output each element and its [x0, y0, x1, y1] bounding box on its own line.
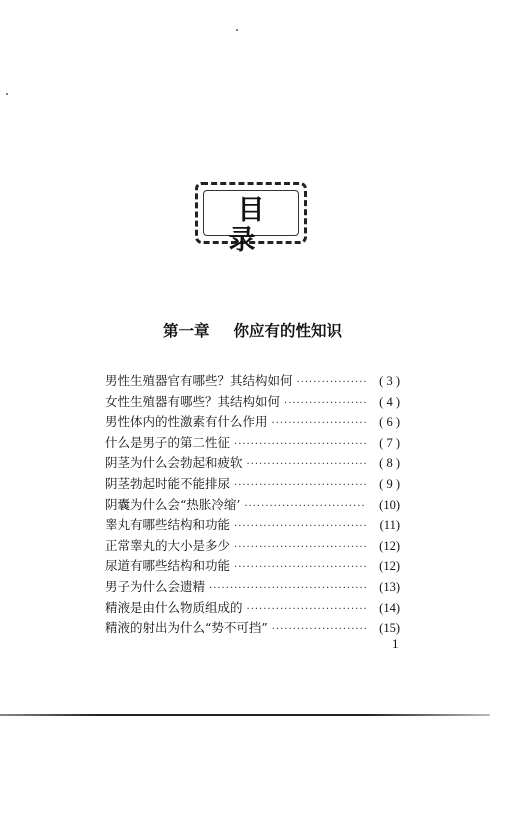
toc-entry-title: 阴茎为什么会勃起和疲软 — [105, 455, 243, 471]
toc-entry-title: 阴囊为什么会“热胀冷缩’ — [105, 496, 241, 512]
chapter-title: 你应有的性知识 — [233, 322, 343, 340]
toc-entry[interactable] — [105, 453, 400, 474]
toc-entry-page: ( 7 ) — [379, 435, 400, 450]
page-heading: 目录 — [228, 195, 283, 256]
scan-speck — [6, 93, 8, 95]
toc-entry-title: 什么是男子的第二性征 — [105, 434, 231, 450]
toc-entry[interactable] — [105, 433, 400, 454]
table-of-contents — [105, 371, 400, 639]
toc-leader-dots — [247, 455, 366, 476]
toc-entry-page: ( 6 ) — [379, 415, 400, 430]
toc-leader-dots — [209, 579, 366, 600]
toc-entry-title: 阴茎勃起时能不能排尿 — [105, 475, 231, 491]
page-number: 1 — [392, 636, 399, 651]
toc-leader-dots — [234, 476, 366, 497]
toc-leader-dots — [272, 620, 366, 641]
toc-entry[interactable] — [105, 392, 400, 413]
chapter-heading — [0, 319, 505, 341]
toc-leader-dots — [297, 373, 366, 394]
toc-leader-dots — [244, 497, 366, 518]
toc-entry-title: 精液是由什么物质组成的 — [105, 599, 243, 615]
toc-entry[interactable] — [105, 556, 400, 577]
toc-entry-title: 睾丸有哪些结构和功能 — [105, 517, 231, 533]
toc-entry-page: (12) — [379, 538, 400, 553]
toc-entry[interactable] — [105, 618, 400, 639]
toc-leader-dots — [234, 558, 366, 579]
toc-entry-title: 男性生殖器官有哪些？其结构如何 — [105, 373, 293, 388]
heading-frame — [195, 182, 307, 256]
toc-entry-page: (13) — [379, 579, 400, 594]
toc-entry[interactable] — [105, 577, 400, 598]
toc-entry[interactable] — [105, 474, 400, 495]
chapter-number: 第一章 — [162, 322, 210, 340]
toc-entry-page: (11) — [379, 518, 400, 533]
toc-entry[interactable] — [105, 495, 400, 516]
toc-entry-page: ( 3 ) — [379, 374, 400, 388]
toc-entry-page: ( 4 ) — [379, 394, 400, 409]
scan-edge-line — [0, 714, 490, 716]
toc-entry[interactable] — [105, 371, 400, 392]
toc-entry[interactable] — [105, 515, 400, 536]
toc-entry-page: (12) — [379, 559, 400, 574]
toc-entry[interactable] — [105, 412, 400, 433]
toc-leader-dots — [234, 517, 366, 538]
toc-entry-page: (10) — [379, 497, 400, 512]
scan-speck — [236, 29, 238, 31]
toc-entry-title: 女性生殖器有哪些？其结构如何 — [105, 393, 281, 409]
toc-leader-dots — [272, 414, 366, 435]
toc-leader-dots — [234, 435, 366, 456]
toc-entry-title: 男子为什么会遗精 — [105, 578, 206, 594]
toc-entry-title: 正常睾丸的大小是多少 — [105, 537, 231, 553]
toc-entry-page: ( 8 ) — [379, 456, 400, 471]
toc-entry[interactable] — [105, 598, 400, 619]
toc-leader-dots — [234, 538, 366, 559]
toc-entry-page: (14) — [379, 600, 400, 615]
toc-entry-title: 精液的射出为什么“势不可挡” — [105, 620, 268, 636]
toc-leader-dots — [247, 600, 366, 621]
toc-entry-page: ( 9 ) — [379, 476, 400, 491]
toc-leader-dots — [284, 394, 366, 415]
toc-entry-page: (15) — [379, 621, 400, 636]
toc-entry[interactable] — [105, 536, 400, 557]
toc-entry-title: 尿道有哪些结构和功能 — [105, 558, 231, 574]
toc-entry-title: 男性体内的性激素有什么作用 — [105, 414, 268, 430]
